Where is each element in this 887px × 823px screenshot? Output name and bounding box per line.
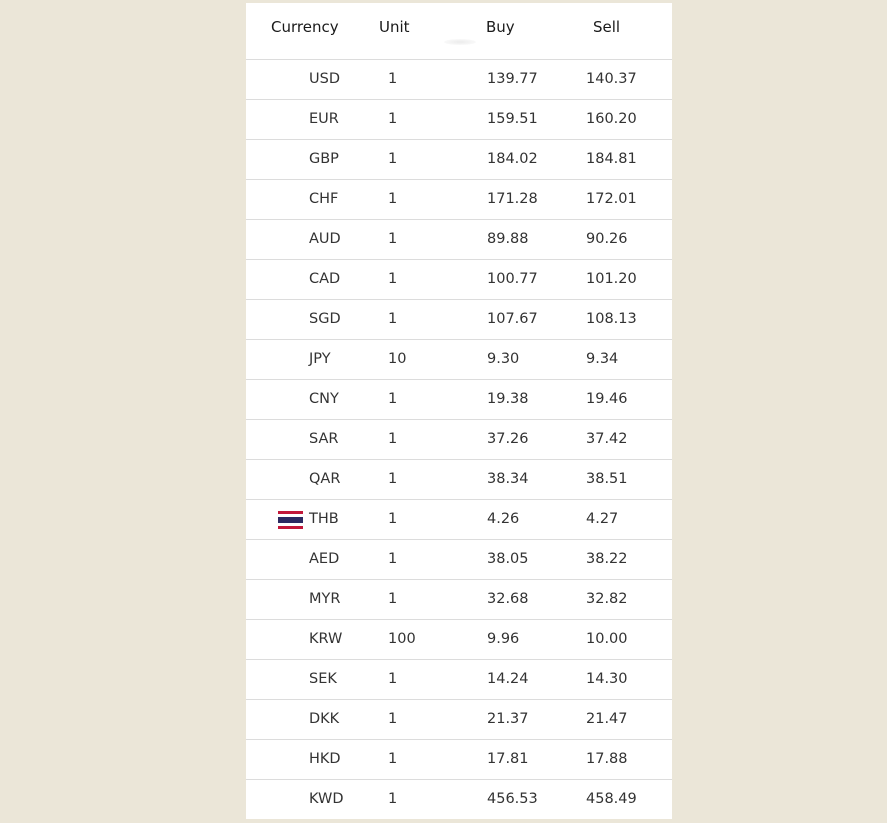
unit-value: 1 (388, 471, 398, 487)
currency-code: USD (309, 71, 340, 87)
buy-rate: 38.05 (487, 551, 529, 567)
unit-value: 1 (388, 751, 398, 767)
currency-code: CNY (309, 391, 339, 407)
table-row[interactable] (246, 620, 672, 660)
buy-rate: 14.24 (487, 671, 529, 687)
exchange-rate-table (246, 3, 672, 819)
buy-rate: 107.67 (487, 311, 538, 327)
buy-rate: 9.30 (487, 351, 520, 367)
table-body (246, 60, 672, 819)
currency-code: DKK (309, 711, 340, 727)
buy-rate: 159.51 (487, 111, 538, 127)
unit-value: 1 (388, 311, 398, 327)
thailand-flag-icon (278, 511, 303, 529)
table-row[interactable] (246, 300, 672, 340)
unit-value: 1 (388, 791, 398, 807)
table-row[interactable] (246, 340, 672, 380)
header-shadow-decoration (444, 39, 476, 45)
unit-value: 1 (388, 271, 398, 287)
sell-rate: 172.01 (586, 191, 637, 207)
currency-code: AED (309, 551, 340, 567)
unit-value: 1 (388, 711, 398, 727)
buy-rate: 17.81 (487, 751, 529, 767)
table-row[interactable] (246, 540, 672, 580)
unit-value: 1 (388, 111, 398, 127)
sell-rate: 10.00 (586, 631, 628, 647)
table-header (246, 3, 672, 60)
header-buy[interactable]: Buy (486, 18, 515, 36)
table-row[interactable] (246, 500, 672, 540)
buy-rate: 100.77 (487, 271, 538, 287)
sell-rate: 458.49 (586, 791, 637, 807)
buy-rate: 32.68 (487, 591, 529, 607)
currency-code: JPY (309, 351, 331, 367)
unit-value: 1 (388, 591, 398, 607)
currency-code: HKD (309, 751, 341, 767)
currency-code: EUR (309, 111, 339, 127)
buy-rate: 456.53 (487, 791, 538, 807)
table-row[interactable] (246, 60, 672, 100)
sell-rate: 90.26 (586, 231, 628, 247)
buy-rate: 21.37 (487, 711, 529, 727)
sell-rate: 17.88 (586, 751, 628, 767)
currency-code: KWD (309, 791, 344, 807)
table-row[interactable] (246, 180, 672, 220)
table-row[interactable] (246, 580, 672, 620)
currency-code: CAD (309, 271, 341, 287)
table-row[interactable] (246, 740, 672, 780)
table-row[interactable] (246, 700, 672, 740)
unit-value: 1 (388, 511, 398, 527)
sell-rate: 32.82 (586, 591, 628, 607)
sell-rate: 38.51 (586, 471, 628, 487)
unit-value: 1 (388, 191, 398, 207)
unit-value: 1 (388, 551, 398, 567)
buy-rate: 184.02 (487, 151, 538, 167)
sell-rate: 38.22 (586, 551, 628, 567)
currency-code: AUD (309, 231, 341, 247)
table-row[interactable] (246, 380, 672, 420)
sell-rate: 101.20 (586, 271, 637, 287)
sell-rate: 108.13 (586, 311, 637, 327)
sell-rate: 21.47 (586, 711, 628, 727)
buy-rate: 19.38 (487, 391, 529, 407)
sell-rate: 14.30 (586, 671, 628, 687)
unit-value: 10 (388, 351, 407, 367)
table-row[interactable] (246, 420, 672, 460)
currency-code: SAR (309, 431, 339, 447)
currency-code: QAR (309, 471, 341, 487)
sell-rate: 9.34 (586, 351, 619, 367)
currency-code: CHF (309, 191, 339, 207)
sell-rate: 184.81 (586, 151, 637, 167)
unit-value: 1 (388, 431, 398, 447)
buy-rate: 4.26 (487, 511, 520, 527)
unit-value: 1 (388, 151, 398, 167)
table-row[interactable] (246, 140, 672, 180)
buy-rate: 9.96 (487, 631, 520, 647)
sell-rate: 37.42 (586, 431, 628, 447)
sell-rate: 19.46 (586, 391, 628, 407)
currency-code: KRW (309, 631, 343, 647)
unit-value: 1 (388, 671, 398, 687)
table-row[interactable] (246, 220, 672, 260)
currency-code: MYR (309, 591, 341, 607)
table-row[interactable] (246, 660, 672, 700)
header-unit[interactable]: Unit (379, 18, 410, 36)
sell-rate: 160.20 (586, 111, 637, 127)
unit-value: 1 (388, 391, 398, 407)
table-row[interactable] (246, 780, 672, 819)
unit-value: 1 (388, 231, 398, 247)
buy-rate: 37.26 (487, 431, 529, 447)
currency-code: GBP (309, 151, 339, 167)
buy-rate: 171.28 (487, 191, 538, 207)
table-row[interactable] (246, 260, 672, 300)
header-currency[interactable]: Currency (271, 18, 339, 36)
sell-rate: 4.27 (586, 511, 619, 527)
table-row[interactable] (246, 460, 672, 500)
sell-rate: 140.37 (586, 71, 637, 87)
buy-rate: 89.88 (487, 231, 529, 247)
table-row[interactable] (246, 100, 672, 140)
unit-value: 100 (388, 631, 416, 647)
currency-code: SEK (309, 671, 337, 687)
buy-rate: 139.77 (487, 71, 538, 87)
unit-value: 1 (388, 71, 398, 87)
header-sell[interactable]: Sell (593, 18, 621, 36)
currency-code: SGD (309, 311, 341, 327)
currency-code: THB (309, 511, 339, 527)
buy-rate: 38.34 (487, 471, 529, 487)
